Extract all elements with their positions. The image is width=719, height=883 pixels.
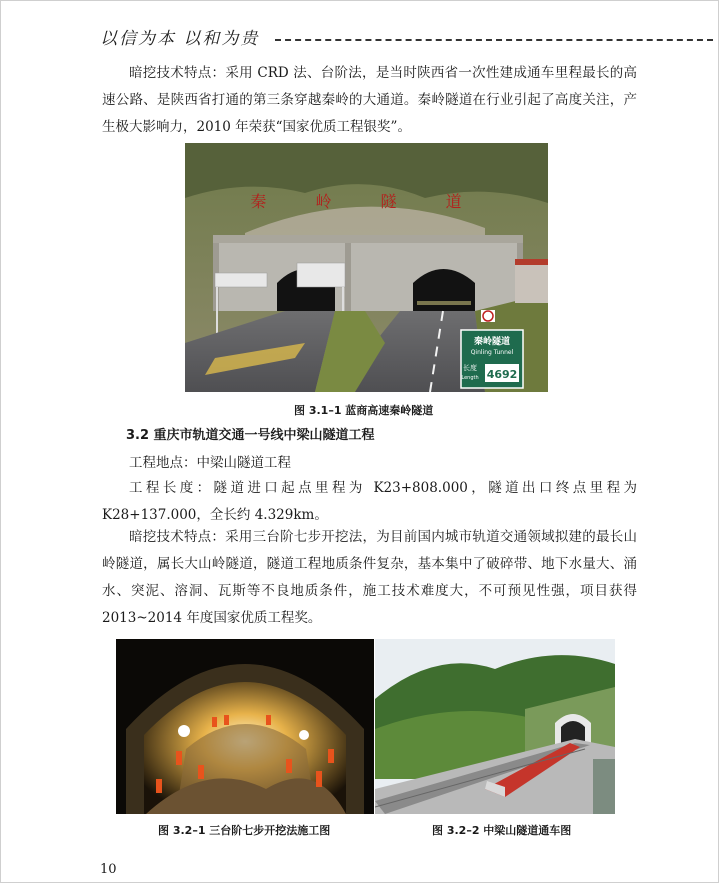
project-length: 工程长度：隧道进口起点里程为 K23+808.000，隧道出口终点里程为 K28+137.000，全长约 4.329km。 <box>102 480 637 523</box>
section-heading: 3.2 重庆市轨道交通一号线中梁山隧道工程 <box>126 428 375 443</box>
hill-lettering: 秦 岭 隧 道 <box>250 192 484 211</box>
header-motto: 以信为本 以和为贵 <box>100 29 260 49</box>
excavation-photo <box>116 639 374 814</box>
sign-length-en: Length <box>461 375 479 381</box>
figure-3-caption: 图 3.2–2 中梁山隧道通车图 <box>432 824 572 837</box>
intro-paragraph: 暗挖技术特点：采用 CRD 法、台阶法，是当时陕西省一次性建成通车里程最长的高速公路、是陕西省打通的第三条穿越秦岭的大通道。秦岭隧道在行业引起了高度关注，产生极大影响力，2010 年荣获“国家优质工程银奖”。 <box>102 65 637 135</box>
page-number: 10 <box>100 862 117 877</box>
figure-2-caption: 图 3.2–1 三台阶七步开挖法施工图 <box>158 824 331 837</box>
figure-1-caption: 图 3.1–1 蓝商高速秦岭隧道 <box>294 404 434 417</box>
sign-length-value: 4692 <box>486 368 518 381</box>
sign-name-cn: 秦岭隧道 <box>473 337 511 347</box>
project-location: 工程地点：中梁山隧道工程 <box>129 455 291 471</box>
qinling-tunnel-photo <box>185 143 548 392</box>
project-features: 暗挖技术特点：采用三台阶七步开挖法，为目前国内城市轨道交通领域拟建的最长山岭隧道，属长大山岭隧道，隧道工程地质条件复杂，基本集中了破碎带、地下水量大、涌水、突泥、溶洞、瓦斯等不良地质条件，施工技术难度大，不可预见性强，项目获得 2013~2014 年度国家优质工程奖。 <box>102 529 637 626</box>
train-tunnel-photo <box>375 639 615 814</box>
sign-name-en: Qinling Tunnel <box>470 349 514 356</box>
sign-length-cn: 长度 <box>463 364 477 372</box>
header-dashed-rule <box>275 39 713 41</box>
